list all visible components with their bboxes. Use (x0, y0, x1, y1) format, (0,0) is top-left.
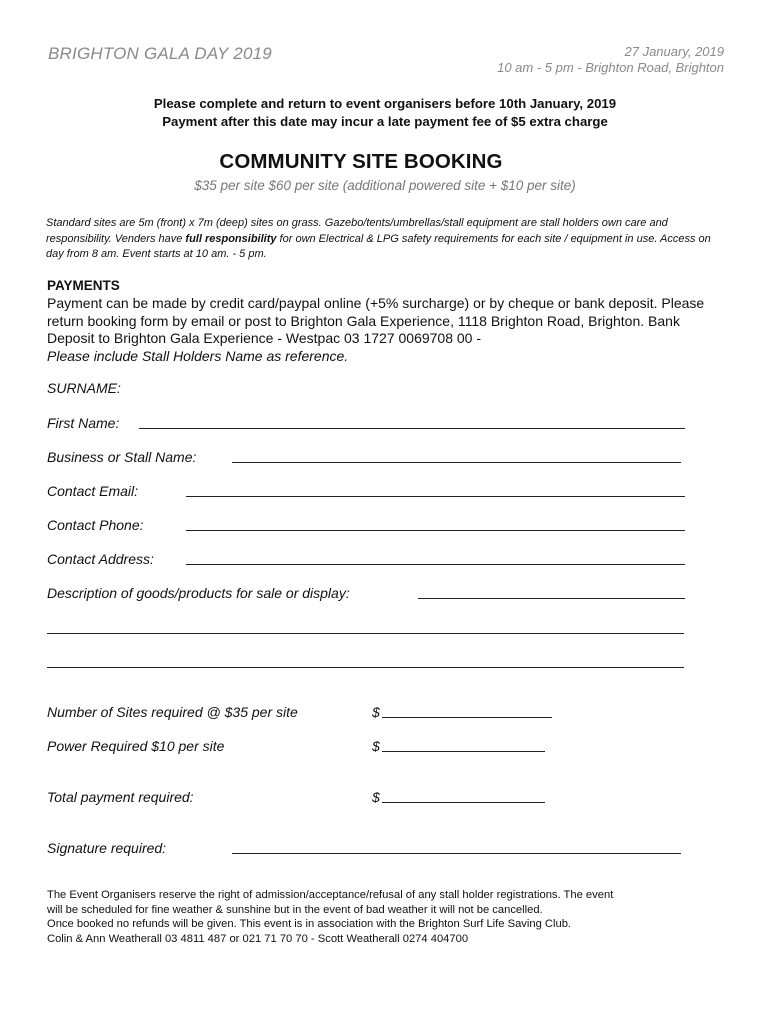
signature-field[interactable] (232, 853, 681, 854)
description-field-line-2[interactable] (47, 633, 684, 634)
total-amount-field[interactable] (382, 802, 545, 803)
deadline-line: Please complete and return to event organisers before 10th January, 2019 (153, 96, 617, 111)
surname-label: SURNAME: (47, 380, 121, 396)
power-amount-field[interactable] (382, 751, 545, 752)
footer-line: Once booked no refunds will be given. This event is in association with the Brighton Surf Life Saving Club. (47, 918, 572, 930)
first-name-field[interactable] (139, 428, 685, 429)
total-currency: $ (372, 789, 380, 805)
deadline-notice (0, 95, 770, 131)
signature-label: Signature required: (47, 840, 167, 856)
business-name-label: Business or Stall Name: (47, 449, 197, 465)
contact-email-field[interactable] (186, 496, 685, 497)
terms-text-2: for own Electrical & LPG safety requirements for each site / equipment in use. Access on day from 8 am. Event starts at 10 am. - 5 pm. (46, 232, 711, 260)
sites-currency: $ (372, 704, 380, 720)
form-title: COMMUNITY SITE BOOKING (219, 150, 503, 173)
event-title: BRIGHTON GALA DAY 2019 (48, 44, 272, 63)
footer-disclaimer (47, 888, 737, 946)
pricing-line: $35 per site $60 per site (additional powered site + $10 per site) (194, 178, 576, 193)
contact-address-label: Contact Address: (47, 551, 154, 567)
contact-address-field[interactable] (186, 564, 685, 565)
payments-reference: Please include Stall Holders Name as reference. (47, 347, 349, 364)
power-required-label: Power Required $10 per site (47, 738, 225, 754)
contact-email-label: Contact Email: (47, 483, 139, 499)
footer-contacts: Colin & Ann Weatherall 03 4811 487 or 021 71 70 70 - Scott Weatherall 0274 404700 (47, 932, 469, 945)
sites-required-label: Number of Sites required @ $35 per site (47, 704, 298, 720)
first-name-label: First Name: (47, 415, 120, 431)
terms-text-1: Standard sites are 5m (front) x 7m (deep) sites on grass. Gazebo/tents/umbrellas/stall equipment are stall holders own care and responsibility. Venders have (46, 217, 668, 245)
event-time-location: 10 am - 5 pm - Brighton Road, Brighton (497, 60, 724, 75)
payments-section (47, 295, 727, 365)
footer-line: will be scheduled for fine weather & sunshine but in the event of bad weather it will not be cancelled. (47, 903, 543, 916)
late-fee-line: Payment after this date may incur a late payment fee of $5 extra charge (162, 114, 608, 129)
payments-body: Payment can be made by credit card/paypal online (+5% surcharge) or by cheque or bank deposit. Please return booking form by email or post to Brighton Gala Experience, 1118 Brighton Road, Brighton. Bank Deposit to Brighton Gala Experience - Westpac 03 1727 0069708 00 - (47, 295, 705, 346)
total-payment-label: Total payment required: (47, 789, 194, 805)
description-label: Description of goods/products for sale or display: (47, 585, 350, 601)
contact-phone-label: Contact Phone: (47, 517, 144, 533)
footer-line: The Event Organisers reserve the right of admission/acceptance/refusal of any stall holder registrations. The event (47, 889, 614, 901)
event-date-location (497, 44, 724, 76)
description-field-line-3[interactable] (47, 667, 684, 668)
power-currency: $ (372, 738, 380, 754)
sites-amount-field[interactable] (382, 717, 552, 718)
event-date: 27 January, 2019 (624, 44, 724, 59)
business-name-field[interactable] (232, 462, 681, 463)
contact-phone-field[interactable] (186, 530, 685, 531)
terms-bold: full responsibility (185, 232, 277, 245)
description-field[interactable] (418, 598, 685, 599)
site-terms (46, 216, 726, 263)
payments-heading: PAYMENTS (47, 278, 120, 293)
